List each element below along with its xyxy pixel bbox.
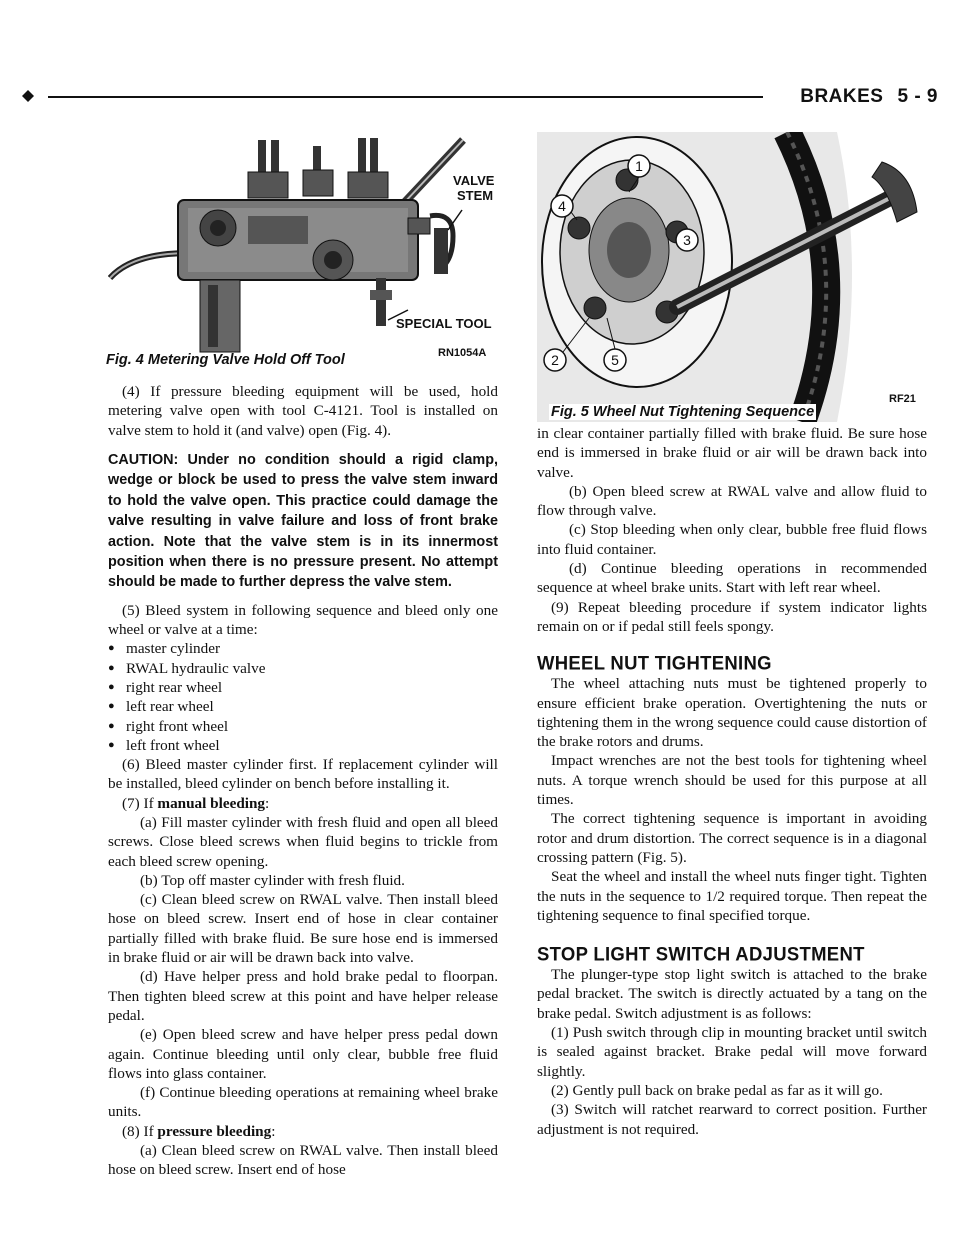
metering-valve-illustration — [108, 130, 498, 362]
step-8c: (c) Stop bleeding when only clear, bubble free fluid flows into fluid container. — [537, 521, 927, 558]
step-7e: (e) Open bleed screw and have helper press pedal down again. Continue bleeding until only clear, bubble free fluid flows into glass container. — [108, 1026, 498, 1082]
step-8-prefix: (8) If — [122, 1122, 158, 1140]
diamond-icon — [22, 90, 34, 102]
step-8a: (a) Clean bleed screw on RWAL valve. Then install bleed hose on bleed screw. Insert end of hose — [108, 1142, 498, 1179]
list-item: ● left rear wheel — [108, 697, 498, 716]
figure-5 — [537, 132, 927, 420]
figure-5-code: RF21 — [889, 393, 916, 405]
list-item: ● left front wheel — [108, 736, 498, 755]
step-7-suffix: : — [265, 794, 270, 812]
figure-4-code: RN1054A — [438, 347, 487, 359]
wheel-para-1: The wheel attaching nuts must be tightened properly to ensure efficient brake operation. Overtightening the nuts or tightening them in the wrong sequence could cause distortion of the brake rotors and drums. — [537, 675, 927, 751]
left-column — [108, 130, 498, 1180]
step-6: (6) Bleed master cylinder first. If replacement cylinder will be installed, bleed cylinder on bench before installing it. — [108, 756, 498, 793]
label-special-tool: SPECIAL TOOL — [396, 316, 492, 331]
step-5: (5) Bleed system in following sequence and bleed only one wheel or valve at a time: — [108, 601, 498, 639]
list-item: ● right front wheel — [108, 717, 498, 736]
list-item: ● RWAL hydraulic valve — [108, 659, 498, 678]
header-title — [786, 86, 938, 108]
page-number: 5 - 9 — [897, 86, 938, 107]
sequence-5: 5 — [611, 352, 619, 368]
sequence-2: 2 — [551, 352, 559, 368]
step-4: (4) If pressure bleeding equipment will be used, hold metering valve open with tool C-4121. Tool is installed on valve stem to hold it (and valve) open (Fig. 4). — [108, 383, 498, 439]
label-stem: STEM — [457, 188, 494, 203]
list-item: ● master cylinder — [108, 639, 498, 658]
label-valve: VALVE — [453, 173, 495, 188]
bleed-sequence-list — [108, 639, 498, 755]
step-7-emphasis: manual bleeding — [157, 794, 266, 812]
wheel-para-3: The correct tightening sequence is important in avoiding rotor and drum distortion. The correct sequence is in a diagonal crossing pattern (Fig. 5). — [537, 810, 927, 866]
wheel-para-2: Impact wrenches are not the best tools for tightening wheel nuts. A torque wrench should be used for this purpose at all times. — [537, 752, 927, 809]
step-7-prefix: (7) If — [122, 794, 158, 812]
caution-note: CAUTION: Under no condition should a rigid clamp, wedge or block be used to press the valve stem inward to hold the valve open. This practice could damage the valve resulting in valve failure and loss of front brake action. Note that the valve stem is in its innermost position when there is no pressure present. No attempt should be made to further depress the valve stem. — [108, 451, 498, 591]
step-7d: (d) Have helper press and hold brake pedal to floorpan. Then tighten bleed screw at this point and have helper release pedal. — [108, 968, 498, 1024]
stop-para-1: The plunger-type stop light switch is attached to the brake pedal bracket. The switch is directly actuated by a tang on the brake pedal. Switch adjustment is as follows: — [537, 966, 927, 1022]
right-column — [537, 132, 927, 1139]
sequence-3: 3 — [683, 232, 691, 248]
list-item: ● right rear wheel — [108, 678, 498, 697]
figure-4 — [108, 130, 498, 388]
step-7b: (b) Top off master cylinder with fresh fluid. — [140, 871, 405, 889]
step-9: (9) Repeat bleeding procedure if system indicator lights remain on or if pedal still feels spongy. — [537, 598, 927, 635]
step-8-suffix: : — [271, 1122, 276, 1140]
stop-step-2: (2) Gently pull back on brake pedal as far as it will go. — [551, 1081, 883, 1099]
page-header — [22, 86, 938, 110]
figure-5-caption: Fig. 5 Wheel Nut Tightening Sequence — [551, 404, 815, 420]
heading-stop-light-switch: STOP LIGHT SWITCH ADJUSTMENT — [537, 942, 865, 965]
section-title: BRAKES — [800, 86, 884, 107]
heading-wheel-nut-tightening: WHEEL NUT TIGHTENING — [537, 651, 772, 674]
header-rule — [48, 96, 763, 98]
step-8a-continued: in clear container partially filled with brake fluid. Be sure hose end is immersed in brake fluid or air will be drawn back into valve. — [537, 425, 927, 481]
figure-4-caption: Fig. 4 Metering Valve Hold Off Tool — [106, 352, 345, 368]
stop-step-3: (3) Switch will ratchet rearward to correct position. Further adjustment is not required. — [537, 1101, 927, 1138]
step-7 — [108, 794, 498, 813]
wheel-para-4: Seat the wheel and install the wheel nuts finger tight. Tighten the nuts in the sequence to 1/2 required torque. Then repeat the tightening sequence to final specified torque. — [537, 868, 927, 924]
step-7a: (a) Fill master cylinder with fresh fluid and open all bleed screws. Close bleed screws when fluid begins to trickle from each bleed screw opening. — [108, 814, 498, 870]
step-7f: (f) Continue bleeding operations at remaining wheel brake units. — [108, 1084, 498, 1121]
step-7c: (c) Clean bleed screw on RWAL valve. Then install bleed hose on bleed screw. Insert end of hose in clear container partially filled with brake fluid. Be sure hose end is immersed in brake fluid or air will be drawn back into valve. — [108, 891, 498, 967]
sequence-1: 1 — [635, 158, 643, 174]
step-8d: (d) Continue bleeding operations in recommended sequence at wheel brake units. Start with left rear wheel. — [537, 560, 927, 597]
sequence-4: 4 — [558, 198, 566, 214]
step-8 — [108, 1122, 498, 1141]
wheel-nut-illustration — [537, 132, 927, 422]
step-8-emphasis: pressure bleeding — [157, 1122, 272, 1140]
stop-step-1: (1) Push switch through clip in mounting bracket until switch is sealed against bracket. Brake pedal will move forward slightly. — [537, 1024, 927, 1080]
step-8b: (b) Open bleed screw at RWAL valve and allow fluid to flow through valve. — [537, 482, 927, 520]
